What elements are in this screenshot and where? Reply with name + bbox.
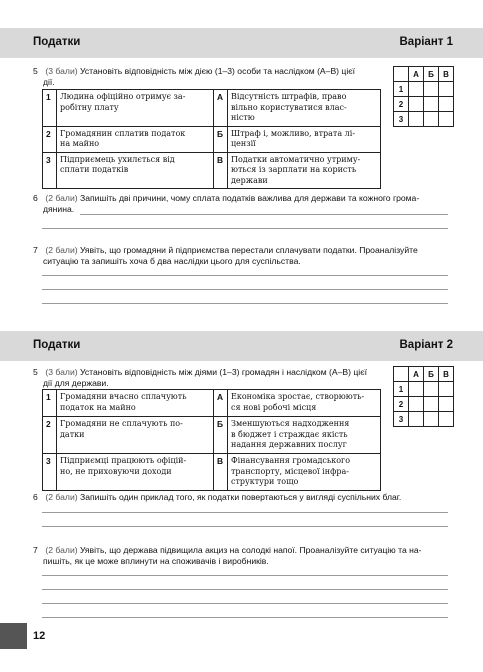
question-6: 6 (2 бали) Запишіть дві причини, чому сплата податків важлива для держави та кожного грома- дянина.	[33, 193, 420, 214]
result-letter: Б	[214, 417, 228, 454]
answer-line[interactable]	[42, 603, 448, 604]
section-header-variant-2	[0, 331, 483, 361]
answer-line[interactable]	[42, 289, 448, 290]
variant-label: Варіант 2	[399, 339, 453, 351]
answer-cell[interactable]	[409, 112, 424, 127]
variant-label: Варіант 1	[399, 36, 453, 48]
answer-grid	[393, 366, 454, 427]
page-number: 12	[33, 630, 46, 642]
action-cell: Громадянин сплатив податок на майно	[57, 126, 214, 152]
grid-row-header: 2	[394, 97, 409, 112]
answer-cell[interactable]	[439, 412, 454, 427]
result-cell: Податки автоматично утриму- ються із зарплати на користь держави	[228, 152, 381, 189]
grid-col-header: А	[409, 367, 424, 382]
question-7: 7 (2 бали) Уявіть, що громадяни й підприємства перестали сплачувати податки. Проаналізуйте ситуацію та запишіть хоча б два наслідки цього для суспільства.	[33, 245, 418, 266]
question-5: 5 (3 бали) Установіть відповідність між діями (1–3) громадян і наслідком (А–В) цієї дії для держави.	[33, 367, 367, 388]
question-7: 7 (2 бали) Уявіть, що держава підвищила акциз на солодкі напої. Проаналізуйте ситуацію та на- пишіть, як це може вплинути на споживачів і виробників.	[33, 545, 422, 566]
action-cell: Людина офіційно отримує за- робітну плату	[57, 90, 214, 127]
grid-row-header: 2	[394, 397, 409, 412]
action-cell: Громадяни не сплачують по- датки	[57, 417, 214, 454]
row-number: 3	[43, 152, 57, 189]
result-cell: Фінансування громадського транспорту, місцевої інфра- структури тощо	[228, 454, 381, 491]
answer-cell[interactable]	[439, 97, 454, 112]
answer-cell[interactable]	[409, 382, 424, 397]
answer-grid	[393, 66, 454, 127]
answer-line[interactable]	[42, 589, 448, 590]
answer-line[interactable]	[80, 214, 448, 215]
grid-col-header: Б	[424, 67, 439, 82]
answer-line[interactable]	[42, 512, 448, 513]
action-cell: Підприємці працюють офіцій- но, не приховуючи доходи	[57, 454, 214, 491]
answer-line[interactable]	[42, 275, 448, 276]
grid-col-header: Б	[424, 367, 439, 382]
answer-line[interactable]	[42, 303, 448, 304]
answer-cell[interactable]	[424, 97, 439, 112]
grid-col-header: В	[439, 67, 454, 82]
action-cell: Підприємець ухилється від сплати податків	[57, 152, 214, 189]
answer-cell[interactable]	[409, 82, 424, 97]
grid-row-header: 1	[394, 82, 409, 97]
answer-cell[interactable]	[424, 412, 439, 427]
result-letter: Б	[214, 126, 228, 152]
row-number: 2	[43, 417, 57, 454]
answer-cell[interactable]	[409, 412, 424, 427]
row-number: 3	[43, 454, 57, 491]
answer-cell[interactable]	[409, 397, 424, 412]
grid-col-header: А	[409, 67, 424, 82]
answer-line[interactable]	[42, 526, 448, 527]
result-cell: Зменшуються надходження в бюджет і страждає якість надання державних послуг	[228, 417, 381, 454]
section-header-variant-1	[0, 28, 483, 58]
answer-cell[interactable]	[424, 397, 439, 412]
section-title: Податки	[33, 339, 81, 351]
question-6: 6 (2 бали) Запишіть один приклад того, як податки повертаються у вигляді суспільних благ.	[33, 492, 402, 502]
row-number: 1	[43, 90, 57, 127]
result-cell: Штраф і, можливо, втрата лі- цензії	[228, 126, 381, 152]
section-title: Податки	[33, 36, 81, 48]
matching-table	[42, 89, 381, 189]
matching-table	[42, 389, 381, 491]
result-letter: В	[214, 152, 228, 189]
question-5: 5 (3 бали) Установіть відповідність між дією (1–3) особи та наслідком (А–В) цієї дії.	[33, 66, 356, 87]
row-number: 1	[43, 390, 57, 417]
answer-cell[interactable]	[439, 382, 454, 397]
result-letter: В	[214, 454, 228, 491]
answer-line[interactable]	[42, 617, 448, 618]
result-letter: А	[214, 90, 228, 127]
grid-row-header: 3	[394, 112, 409, 127]
grid-row-header: 1	[394, 382, 409, 397]
action-cell: Громадяни вчасно сплачують податок на майно	[57, 390, 214, 417]
answer-cell[interactable]	[439, 112, 454, 127]
page-number-tab	[0, 623, 27, 649]
answer-line[interactable]	[42, 575, 448, 576]
row-number: 2	[43, 126, 57, 152]
result-cell: Відсутність штрафів, право вільно користуватися влас- ністю	[228, 90, 381, 127]
grid-row-header: 3	[394, 412, 409, 427]
grid-col-header: В	[439, 367, 454, 382]
answer-line[interactable]	[42, 228, 448, 229]
answer-cell[interactable]	[424, 382, 439, 397]
answer-cell[interactable]	[424, 82, 439, 97]
answer-cell[interactable]	[439, 397, 454, 412]
answer-cell[interactable]	[439, 82, 454, 97]
answer-cell[interactable]	[409, 97, 424, 112]
answer-cell[interactable]	[424, 112, 439, 127]
result-cell: Економіка зростає, створюють- ся нові робочі місця	[228, 390, 381, 417]
result-letter: А	[214, 390, 228, 417]
